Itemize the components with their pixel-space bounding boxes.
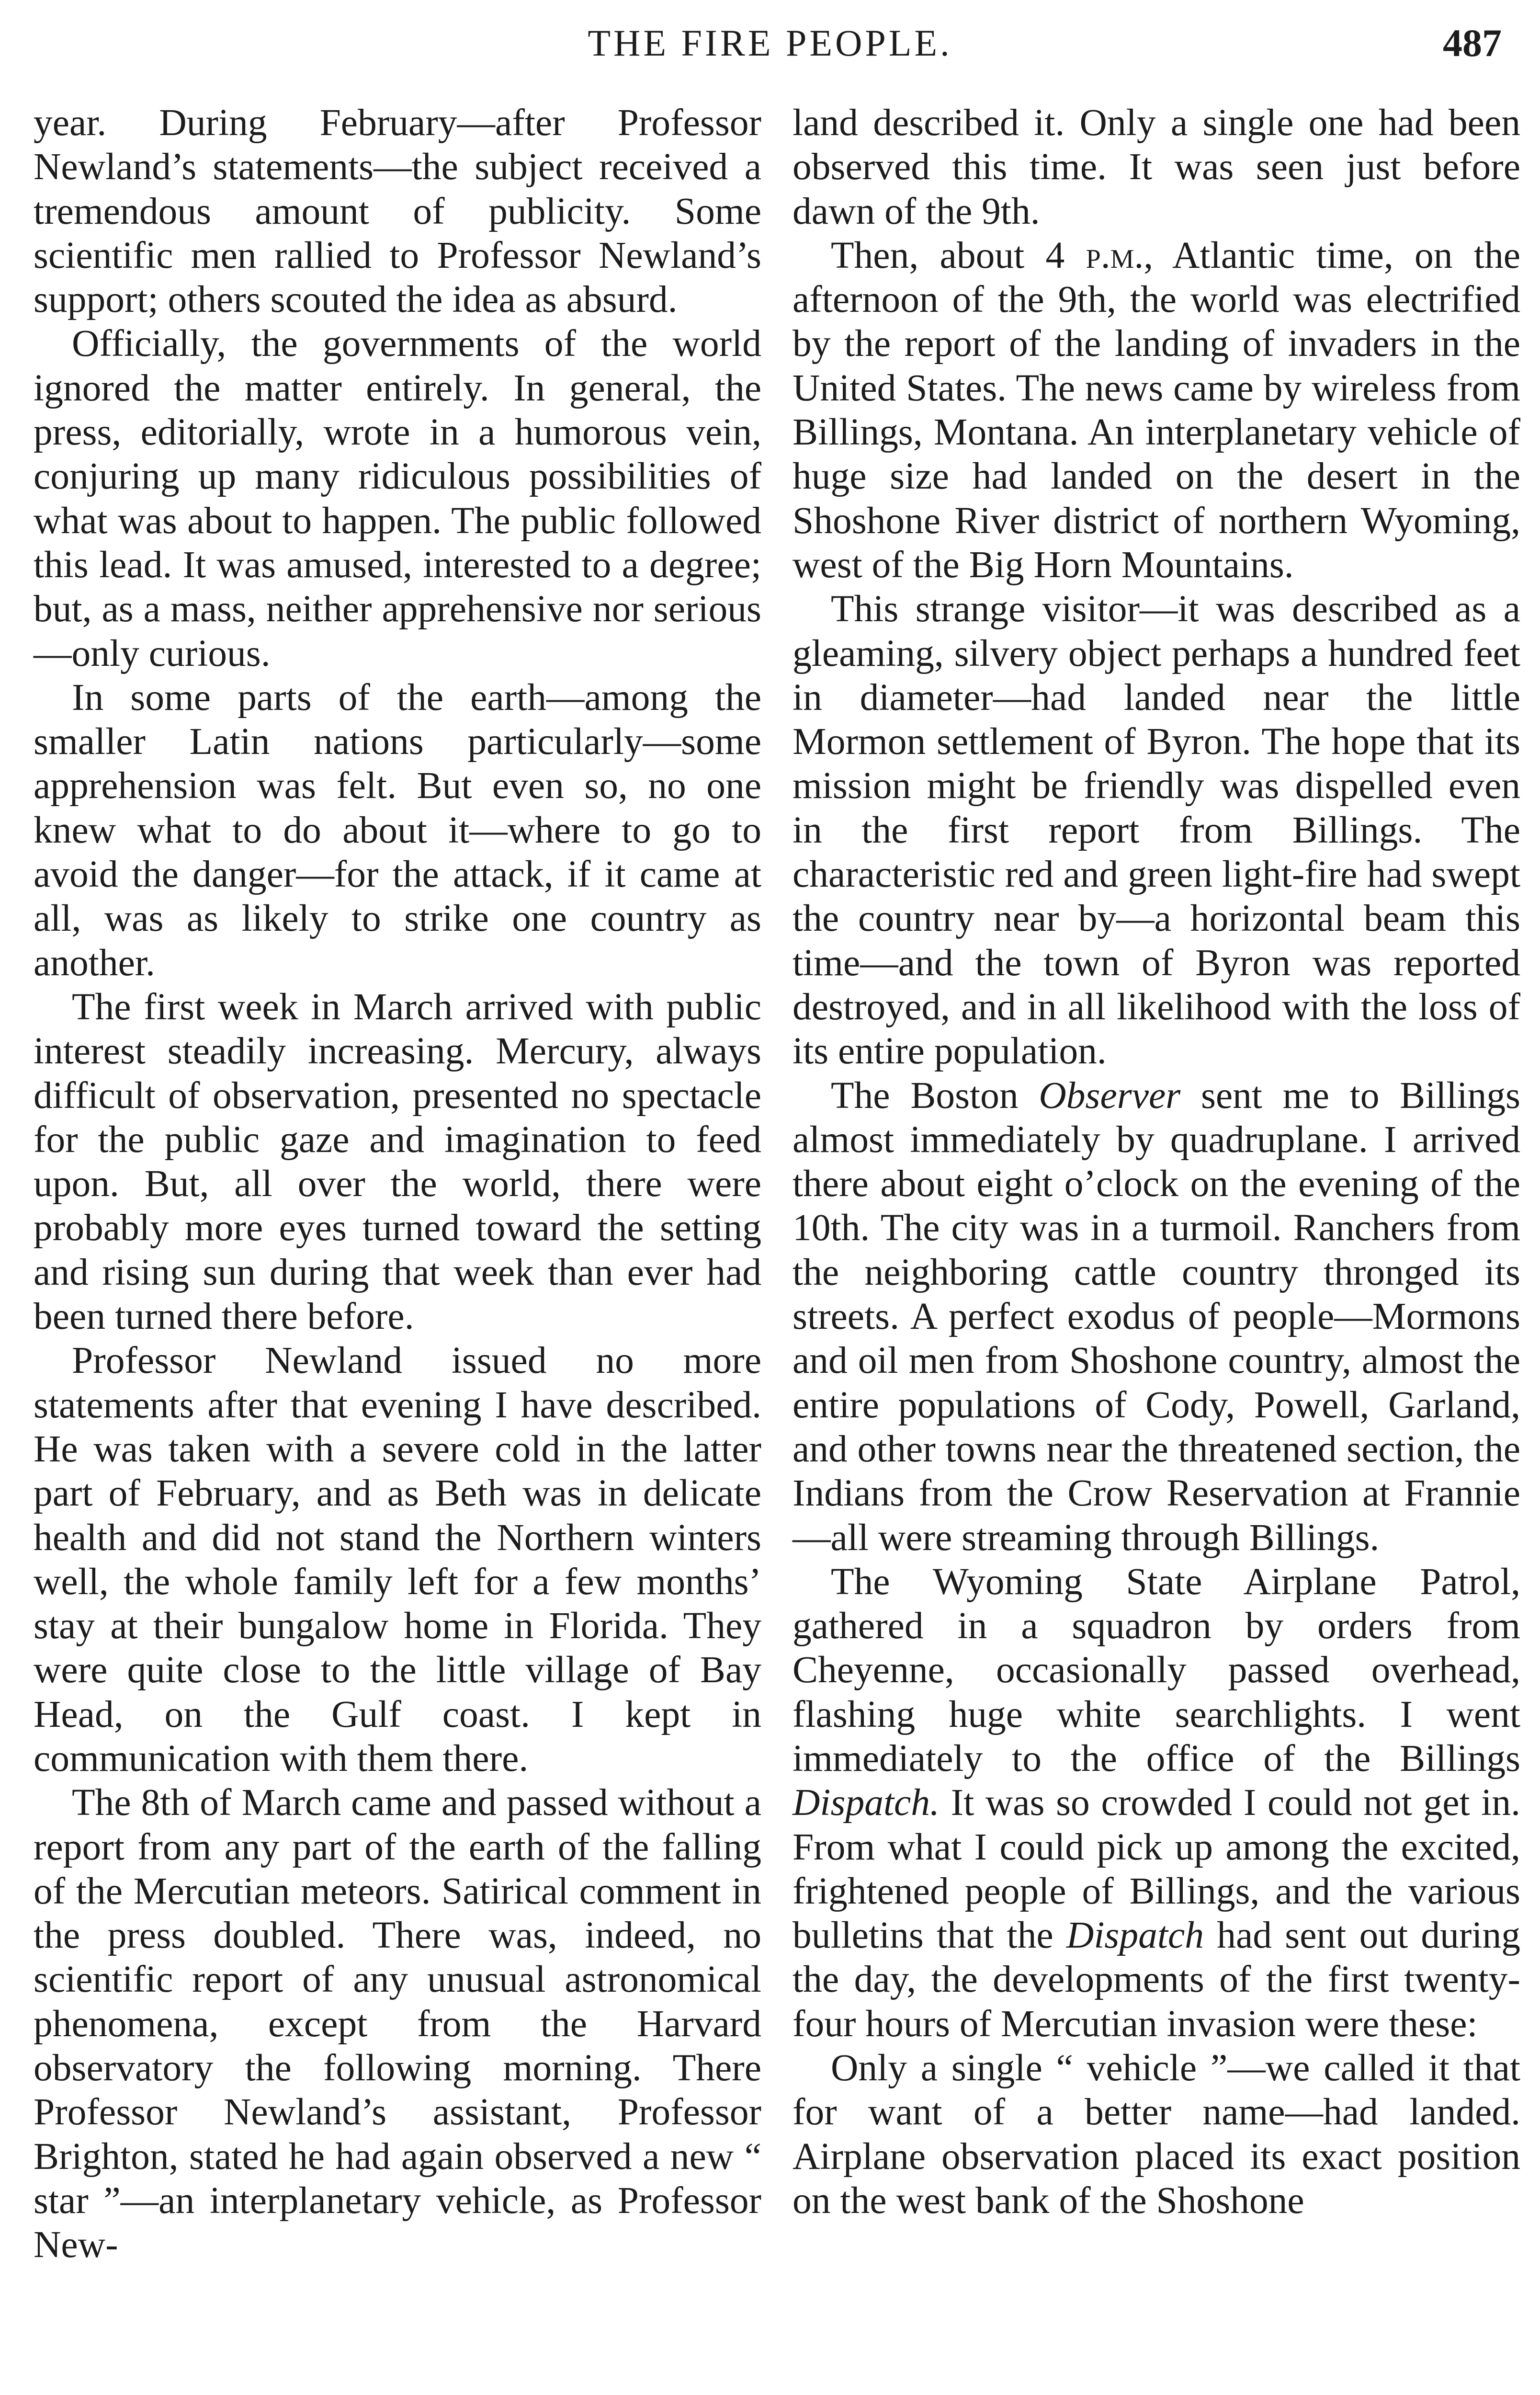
text-run: , Atlantic time, on the afternoon of the 9th, the world was electrified by the report of the landing of invaders in the United States. The news came by wireless from Billings, Montana. An interplanetary vehicle of huge size had landed on the desert in the Shoshone River district of northern Wyoming, west of the Big Horn Mountains. [793, 234, 1520, 586]
newspaper-name: Dispatch [1066, 1914, 1204, 1957]
text-run: The Wyoming State Airplane Patrol, gathered in a squadron by orders from Cheyenne, occasionally passed overhead, flashing huge white searchlights. I went immediately to the office of the Billings [793, 1560, 1520, 1779]
text-run: The Boston [831, 1074, 1039, 1117]
text-run: It was so crowded I could not get in. From what I could pick up among the excited, frightened people of Billings, and the various bulletins that the [793, 1781, 1520, 1957]
paragraph [793, 1073, 1520, 1560]
paragraph: This strange visitor—it was described as a gleaming, silvery object perhaps a hundred feet in diameter—had landed near the little Mormon settlement of Byron. The hope that its mission might be friendly was dispelled even in the first report from Billings. The characteristic red and green light-fire had swept the country near by—a horizontal beam this time—and the town of Byron was reported destroyed, and in all likelihood with the loss of its entire population. [793, 588, 1520, 1072]
text-run: had sent out during the day, the developments of the first twenty-four hours of Mercutian invasion were these: [793, 1914, 1520, 2045]
text-run: Then, about 4 [831, 234, 1086, 276]
paragraph [793, 1560, 1520, 2046]
paragraph: Only a single “ vehicle ”—we called it that for want of a better name—had landed. Airplane observation placed its exact position on the west bank of the Shoshone [793, 2047, 1520, 2222]
paragraph: In some parts of the earth—among the smaller Latin nations particularly—some apprehension was felt. But even so, no one knew what to do about it—where to go to avoid the danger—for the attack, if it came at all, was as likely to strike one country as another. [34, 676, 761, 984]
newspaper-name: Observer [1039, 1074, 1181, 1117]
running-title: THE FIRE PEOPLE. [588, 22, 952, 64]
right-column [793, 101, 1520, 2223]
paragraph: Officially, the governments of the world ignored the matter entirely. In general, the press, editorially, wrote in a humorous vein, conjuring up many ridiculous possibilities of what was about to happen. The public followed this lead. It was amused, interested to a degree; but, as a mass, neither apprehensive nor serious—only curious. [34, 322, 761, 674]
text-run: sent me to Billings almost immediately by quadruplane. I arrived there about eight o’clock on the evening of the 10th. The city was in a turmoil. Ranchers from the neighboring cattle country thronged its streets. A perfect exodus of people—Mormons and oil men from Shoshone country, almost the entire populations of Cody, Powell, Garland, and other towns near the threatened section, the Indians from the Crow Reservation at Frannie—all were streaming through Billings. [793, 1074, 1520, 1559]
newspaper-name: Dispatch. [793, 1781, 940, 1824]
paragraph: The 8th of March came and passed without a report from any part of the earth of the falling of the Mercutian meteors. Satirical comment in the press doubled. There was, indeed, no scientific report of any unusual astronomical phenomena, except from the Harvard observatory the following morning. There Professor Newland’s assistant, Professor Brighton, stated he had again observed a new “ star ”—an interplanetary vehicle, as Professor New- [34, 1781, 761, 2266]
left-column [34, 101, 761, 2267]
paragraph: Professor Newland issued no more statements after that evening I have described. He was taken with a severe cold in the latter part of February, and as Beth was in delicate health and did not stand the Northern winters well, the whole family left for a few months’ stay at their bungalow home in Florida. They were quite close to the little village of Bay Head, on the Gulf coast. I kept in communication with them there. [34, 1339, 761, 1779]
page-header [0, 19, 1540, 81]
page-number: 487 [1443, 21, 1502, 65]
paragraph: The first week in March arrived with public interest steadily increasing. Mercury, always difficult of observation, presented no spectacle for the public gaze and imagination to feed upon. But, all over the world, there were probably more eyes turned toward the setting and rising sun during that week than ever had been turned there before. [34, 985, 761, 1338]
time-abbreviation: p.m. [1086, 234, 1144, 276]
paragraph [793, 233, 1520, 587]
paragraph: land described it. Only a single one had been observed this time. It was seen just before dawn of the 9th. [793, 102, 1520, 232]
paragraph: year. During February—after Professor Newland’s statements—the subject received a tremendous amount of publicity. Some scientific men rallied to Professor Newland’s support; others scouted the idea as absurd. [34, 102, 761, 321]
